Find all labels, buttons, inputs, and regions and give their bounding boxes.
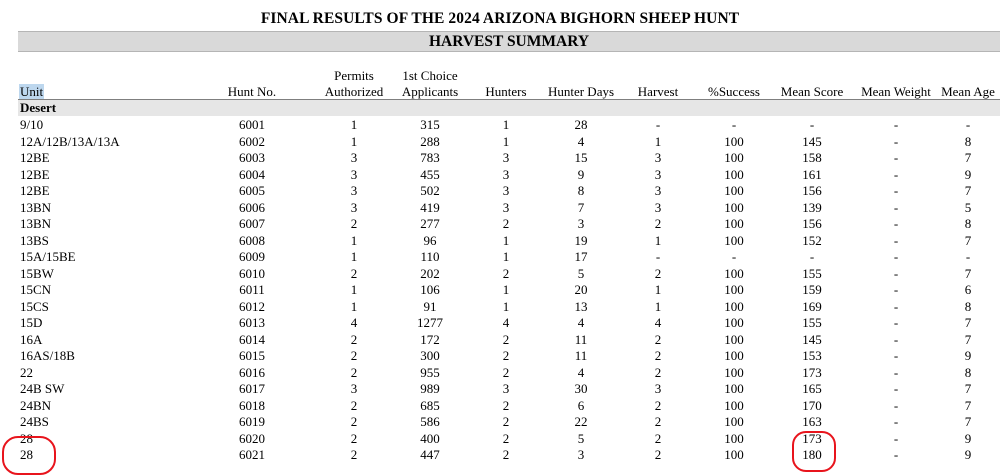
cell-harvest: 1: [654, 232, 662, 248]
cell-hunters: 2: [502, 364, 510, 380]
cell-success: -: [731, 117, 737, 132]
table-row: [0, 365, 1000, 382]
cell-harvest: 1: [654, 298, 662, 314]
cell-weight: -: [893, 232, 899, 248]
cell-unit: 9/10: [20, 117, 44, 132]
cell-weight: -: [893, 199, 899, 215]
cell-hunters: 1: [502, 133, 510, 149]
cell-applicants: 989: [420, 381, 440, 396]
cell-score: 156: [802, 183, 822, 198]
cell-hunters: 3: [502, 150, 510, 165]
cell-weight: -: [893, 348, 899, 363]
cell-age: 7: [964, 331, 972, 347]
cell-harvest: 2: [654, 447, 662, 462]
cell-days: 22: [574, 414, 588, 429]
cell-age: 7: [964, 150, 972, 165]
cell-applicants: 110: [420, 249, 440, 264]
cell-unit: 28: [20, 447, 33, 462]
cell-success: 100: [724, 232, 744, 248]
cell-weight: -: [893, 282, 899, 297]
cell-success: 100: [724, 414, 744, 429]
cell-hunt: 6012: [239, 298, 265, 314]
cell-hunt: 6018: [239, 397, 265, 413]
cell-harvest: 2: [654, 414, 662, 429]
cell-unit: 15BW: [20, 265, 54, 281]
cell-applicants: 455: [420, 166, 440, 182]
cell-days: 19: [574, 232, 588, 248]
table-row: [0, 233, 1000, 250]
cell-age: 9: [964, 430, 972, 446]
cell-harvest: 2: [654, 265, 662, 281]
cell-permits: 1: [350, 232, 358, 248]
cell-unit: 15CS: [20, 298, 49, 314]
cell-applicants: 277: [420, 216, 440, 231]
cell-age: 7: [964, 265, 972, 281]
col-header-applicants-line2: Applicants: [401, 84, 459, 99]
cell-hunters: 2: [502, 331, 510, 347]
cell-applicants: 202: [420, 265, 440, 281]
cell-weight: -: [893, 381, 899, 396]
cell-weight: -: [893, 265, 899, 281]
cell-hunt: 6013: [239, 315, 265, 330]
cell-hunters: 2: [502, 216, 510, 231]
cell-harvest: 2: [654, 216, 662, 231]
cell-score: 180: [802, 447, 822, 462]
cell-age: 8: [964, 298, 972, 314]
cell-weight: -: [893, 249, 899, 264]
cell-harvest: 3: [654, 183, 662, 198]
unit-header-label: Unit: [20, 84, 44, 99]
cell-hunters: 2: [502, 447, 510, 462]
col-header-mean-weight: Mean Weight: [861, 84, 931, 99]
cell-success: 100: [724, 364, 744, 380]
cell-hunt: 6017: [239, 381, 265, 396]
cell-hunters: 2: [502, 348, 510, 363]
cell-success: 100: [724, 183, 744, 198]
cell-applicants: 91: [423, 298, 437, 314]
cell-days: 13: [574, 298, 588, 314]
cell-harvest: 3: [654, 199, 662, 215]
cell-age: 6: [964, 282, 972, 297]
section-label-desert: Desert: [20, 100, 57, 115]
cell-hunt: 6015: [239, 348, 265, 363]
table-row: [0, 282, 1000, 299]
cell-permits: 2: [350, 447, 358, 462]
cell-days: 11: [574, 348, 588, 363]
cell-hunt: 6004: [239, 166, 265, 182]
cell-applicants: 96: [423, 232, 437, 248]
cell-weight: -: [893, 150, 899, 165]
cell-permits: 2: [350, 331, 358, 347]
cell-age: -: [965, 249, 971, 264]
cell-hunters: 1: [502, 298, 510, 314]
cell-success: 100: [724, 265, 744, 281]
cell-permits: 2: [350, 364, 358, 380]
col-header-hunter-days: Hunter Days: [547, 84, 615, 99]
cell-hunters: 3: [502, 183, 510, 198]
cell-unit: 24BN: [20, 397, 52, 413]
cell-age: 7: [964, 397, 972, 413]
cell-applicants: 106: [420, 282, 440, 297]
cell-hunt: 6014: [239, 331, 265, 347]
cell-success: 100: [724, 216, 744, 231]
cell-days: 9: [577, 166, 585, 182]
col-header-permits-line1: Permits: [334, 68, 374, 83]
cell-hunters: 2: [502, 397, 510, 413]
cell-unit: 15D: [20, 315, 43, 330]
cell-hunt: 6019: [239, 414, 265, 429]
cell-age: 7: [964, 381, 972, 396]
section-band: [18, 100, 1000, 116]
table-row: [0, 216, 1000, 233]
col-header-hunt-no: Hunt No.: [227, 84, 277, 99]
cell-hunters: 2: [502, 414, 510, 429]
cell-hunt: 6003: [239, 150, 265, 165]
cell-hunt: 6008: [239, 232, 265, 248]
cell-hunters: 3: [502, 166, 510, 182]
cell-harvest: 3: [654, 381, 662, 396]
cell-harvest: 2: [654, 364, 662, 380]
table-row: [0, 150, 1000, 167]
cell-success: 100: [724, 298, 744, 314]
cell-weight: -: [893, 447, 899, 462]
cell-permits: 3: [350, 183, 358, 198]
cell-hunters: 3: [502, 381, 510, 396]
cell-success: 100: [724, 348, 744, 363]
col-header-applicants-line1: 1st Choice: [402, 68, 458, 83]
cell-unit: 24B SW: [20, 381, 65, 396]
cell-permits: 2: [350, 348, 358, 363]
cell-hunt: 6006: [239, 199, 265, 215]
cell-days: 5: [577, 265, 585, 281]
cell-success: 100: [724, 315, 744, 330]
cell-age: 9: [964, 166, 972, 182]
table-row: [0, 134, 1000, 151]
cell-hunters: 1: [502, 282, 510, 297]
cell-score: 152: [802, 232, 822, 248]
cell-score: 170: [802, 397, 822, 413]
cell-score: 145: [802, 133, 822, 149]
col-header-unit: [19, 84, 44, 100]
cell-score: 156: [802, 216, 822, 231]
cell-score: 155: [802, 265, 822, 281]
cell-unit: 16AS/18B: [20, 348, 75, 363]
cell-harvest: -: [655, 249, 661, 264]
cell-weight: -: [893, 216, 899, 231]
cell-days: 3: [577, 447, 585, 462]
cell-permits: 2: [350, 430, 358, 446]
cell-applicants: 586: [420, 414, 440, 429]
cell-hunt: 6010: [239, 265, 265, 281]
cell-days: 5: [577, 430, 585, 446]
cell-days: 30: [574, 381, 588, 396]
cell-applicants: 1277: [417, 315, 443, 330]
cell-days: 4: [577, 315, 585, 330]
table-row: [0, 315, 1000, 332]
cell-days: 3: [577, 216, 585, 231]
cell-unit: 13BN: [20, 216, 52, 231]
cell-score: 145: [802, 331, 822, 347]
cell-success: -: [731, 249, 737, 264]
cell-hunt: 6016: [239, 364, 265, 380]
cell-permits: 2: [350, 414, 358, 429]
cell-success: 100: [724, 166, 744, 182]
cell-score: -: [809, 117, 815, 132]
cell-score: 158: [802, 150, 822, 165]
cell-permits: 2: [350, 397, 358, 413]
cell-hunt: 6020: [239, 430, 265, 446]
cell-harvest: 3: [654, 166, 662, 182]
cell-hunters: 1: [502, 249, 510, 264]
table-row: [0, 332, 1000, 349]
cell-applicants: 955: [420, 364, 440, 380]
cell-hunters: 1: [502, 232, 510, 248]
table-row: [0, 183, 1000, 200]
cell-hunters: 3: [502, 199, 510, 215]
cell-unit: 28: [20, 430, 33, 446]
cell-unit: 13BS: [20, 232, 49, 248]
cell-score: 173: [802, 364, 822, 380]
cell-hunters: 1: [502, 117, 510, 132]
cell-unit: 22: [20, 364, 33, 380]
cell-hunters: 2: [502, 265, 510, 281]
cell-hunt: 6001: [239, 117, 265, 132]
col-header-mean-age: Mean Age: [941, 84, 995, 99]
cell-success: 100: [724, 447, 744, 462]
cell-success: 100: [724, 282, 744, 297]
cell-applicants: 447: [420, 447, 440, 462]
cell-harvest: -: [655, 117, 661, 132]
cell-weight: -: [893, 364, 899, 380]
cell-permits: 1: [350, 249, 358, 264]
table-row: [0, 348, 1000, 365]
cell-unit: 15A/15BE: [20, 249, 76, 264]
cell-harvest: 2: [654, 348, 662, 363]
cell-applicants: 300: [420, 348, 440, 363]
cell-success: 100: [724, 397, 744, 413]
cell-age: 8: [964, 133, 972, 149]
cell-days: 17: [574, 249, 588, 264]
cell-age: 9: [964, 348, 972, 363]
table-row: [0, 266, 1000, 283]
cell-weight: -: [893, 331, 899, 347]
cell-unit: 15CN: [20, 282, 52, 297]
table-row: [0, 447, 1000, 464]
cell-score: 169: [802, 298, 822, 314]
cell-success: 100: [724, 381, 744, 396]
cell-applicants: 502: [420, 183, 440, 198]
cell-days: 7: [577, 199, 585, 215]
cell-days: 6: [577, 397, 585, 413]
cell-permits: 3: [350, 199, 358, 215]
cell-success: 100: [724, 150, 744, 165]
cell-permits: 3: [350, 381, 358, 396]
cell-unit: 16A: [20, 331, 43, 347]
cell-success: 100: [724, 331, 744, 347]
cell-days: 4: [577, 364, 585, 380]
cell-age: 9: [964, 447, 972, 462]
table-row: [0, 414, 1000, 431]
cell-age: 8: [964, 216, 972, 231]
cell-score: 165: [802, 381, 822, 396]
cell-days: 4: [577, 133, 585, 149]
cell-weight: -: [893, 298, 899, 314]
cell-weight: -: [893, 315, 899, 330]
page-title: FINAL RESULTS OF THE 2024 ARIZONA BIGHORN SHEEP HUNT: [260, 10, 740, 27]
cell-score: 159: [802, 282, 822, 297]
table-row: [0, 167, 1000, 184]
cell-harvest: 3: [654, 150, 662, 165]
table-row: [0, 200, 1000, 217]
cell-age: 8: [964, 364, 972, 380]
cell-hunt: 6005: [239, 183, 265, 198]
cell-unit: 12BE: [20, 166, 50, 182]
cell-score: 173: [802, 430, 822, 446]
cell-days: 15: [574, 150, 588, 165]
cell-days: 28: [574, 117, 588, 132]
cell-score: 163: [802, 414, 822, 429]
cell-harvest: 1: [654, 282, 662, 297]
cell-weight: -: [893, 414, 899, 429]
cell-harvest: 1: [654, 133, 662, 149]
cell-harvest: 2: [654, 331, 662, 347]
cell-age: 7: [964, 414, 972, 429]
cell-score: 155: [802, 315, 822, 330]
cell-hunt: 6002: [239, 133, 265, 149]
cell-permits: 1: [350, 282, 358, 297]
cell-age: 7: [964, 183, 972, 198]
cell-weight: -: [893, 397, 899, 413]
cell-hunt: 6011: [239, 282, 265, 297]
cell-permits: 3: [350, 150, 358, 165]
cell-permits: 2: [350, 216, 358, 231]
cell-unit: 13BN: [20, 199, 52, 215]
table-row: [0, 381, 1000, 398]
table-row: [0, 117, 1000, 134]
cell-harvest: 2: [654, 397, 662, 413]
cell-permits: 1: [350, 117, 358, 132]
col-header-mean-score: Mean Score: [780, 84, 844, 99]
cell-applicants: 288: [420, 133, 440, 149]
cell-score: 139: [802, 199, 822, 215]
cell-score: 153: [802, 348, 822, 363]
cell-permits: 3: [350, 166, 358, 182]
cell-permits: 2: [350, 265, 358, 281]
cell-age: 7: [964, 232, 972, 248]
table-row: [0, 299, 1000, 316]
cell-permits: 1: [350, 133, 358, 149]
cell-age: 5: [964, 199, 972, 215]
cell-unit: 12BE: [20, 183, 50, 198]
cell-unit: 12BE: [20, 150, 50, 165]
col-header-harvest: Harvest: [637, 84, 679, 99]
cell-success: 100: [724, 430, 744, 446]
cell-hunt: 6007: [239, 216, 265, 231]
cell-permits: 4: [350, 315, 358, 330]
cell-success: 100: [724, 133, 744, 149]
cell-weight: -: [893, 133, 899, 149]
cell-age: 7: [964, 315, 972, 330]
cell-hunters: 4: [502, 315, 510, 330]
cell-applicants: 172: [420, 331, 440, 347]
cell-weight: -: [893, 117, 899, 132]
cell-weight: -: [893, 183, 899, 198]
cell-score: -: [809, 249, 815, 264]
cell-days: 8: [577, 183, 585, 198]
cell-unit: 24BS: [20, 414, 49, 429]
cell-days: 11: [574, 331, 588, 347]
col-header-hunters: Hunters: [485, 84, 527, 99]
cell-hunt: 6009: [239, 249, 265, 264]
cell-applicants: 419: [420, 199, 440, 215]
cell-weight: -: [893, 430, 899, 446]
cell-age: -: [965, 117, 971, 132]
table-row: [0, 398, 1000, 415]
cell-unit: 12A/12B/13A/13A: [20, 133, 120, 149]
cell-harvest: 2: [654, 430, 662, 446]
col-header-permits-line2: Authorized: [324, 84, 384, 99]
cell-weight: -: [893, 166, 899, 182]
col-header-success: %Success: [708, 84, 760, 99]
cell-days: 20: [574, 282, 588, 297]
cell-applicants: 315: [420, 117, 440, 132]
cell-hunters: 2: [502, 430, 510, 446]
cell-applicants: 400: [420, 430, 440, 446]
cell-applicants: 685: [420, 397, 440, 413]
cell-hunt: 6021: [239, 447, 265, 462]
cell-success: 100: [724, 199, 744, 215]
table-row: [0, 431, 1000, 448]
cell-applicants: 783: [420, 150, 440, 165]
section-subtitle: HARVEST SUMMARY: [18, 31, 1000, 52]
cell-permits: 1: [350, 298, 358, 314]
cell-harvest: 4: [654, 315, 662, 330]
cell-score: 161: [802, 166, 822, 182]
table-row: [0, 249, 1000, 266]
